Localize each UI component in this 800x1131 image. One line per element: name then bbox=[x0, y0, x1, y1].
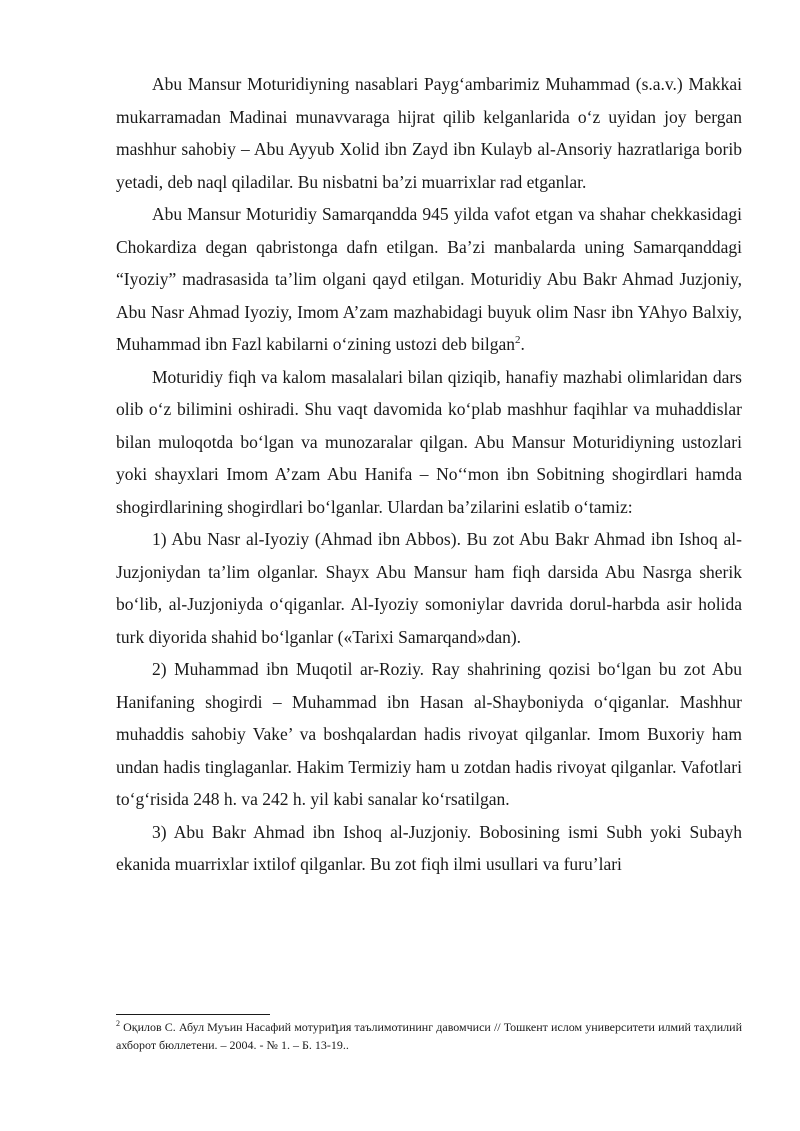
footnote-text: Оқилов С. Абул Муъин Насафий мотуриդия таълимотининг давомчиси // Тошкент ислом университети илмий таҳлилий ахборот бюллетени. – 2004. - № 1. – Б. 13-19.. bbox=[116, 1020, 742, 1052]
paragraph-2-tail: . bbox=[520, 334, 525, 354]
document-body bbox=[116, 68, 742, 881]
footnote-reference[interactable]: 2 bbox=[515, 334, 521, 347]
paragraph-1: Abu Mansur Moturidiyning nasablari Payg‘ambarimiz Muhammad (s.a.v.) Makkai mukarramadan Madinai munavvaraga hijrat qilib kelganlarida o‘z uyidan joy bergan mashhur sahobiy – Abu Ayyub Xolid ibn Zayd ibn Kulayb al-Ansoriy hazratlariga borib yetadi, deb naql qiladilar. Bu nisbatni ba’zi muarrixlar rad etganlar. bbox=[116, 74, 742, 192]
list-item-3: 3) Abu Bakr Ahmad ibn Ishoq al-Juzjoniy. Bobosining ismi Subh yoki Subayh ekanida muarrixlar ixtilof qilganlar. Bu zot fiqh ilmi usullari va furu’lari bbox=[116, 821, 742, 874]
footnote-divider bbox=[116, 1014, 270, 1015]
footnote-number: 2 bbox=[116, 1019, 120, 1028]
paragraph-2 bbox=[116, 198, 742, 361]
paragraph-3: Moturidiy fiqh va kalom masalalari bilan qiziqib, hanafiy mazhabi olimlaridan dars olib o‘z bilimini oshiradi. Shu vaqt davomida ko‘plab mashhur faqihlar va muhaddislar bilan muloqotda bo‘lgan va munozaralar qilgan. Abu Mansur Moturidiyning ustozlari yoki shayxlari Imom A’zam Abu Hanifa – No‘‘mon ibn Sobitning shogirdlari hamda shogirdlarining shogirdlari bo‘lganlar. Ulardan ba’zilarini eslatib o‘tamiz: bbox=[116, 366, 742, 517]
footnote bbox=[116, 1019, 742, 1054]
list-item-2: 2) Muhammad ibn Muqotil ar-Roziy. Ray shahrining qozisi bo‘lgan bu zot Abu Hanifaning shogirdi – Muhammad ibn Hasan al-Shayboniyda o‘qiganlar. Mashhur muhaddis sahobiy Vake’ va boshqalardan hadis rivoyat qilganlar. Imom Buxoriy ham undan hadis tinglaganlar. Hakim Termiziy ham u zotdan hadis rivoyat qilganlar. Vafotlari to‘g‘risida 248 h. va 242 h. yil kabi sanalar ko‘rsatilgan. bbox=[116, 659, 742, 809]
list-item-1: 1) Abu Nasr al-Iyoziy (Ahmad ibn Abbos). Bu zot Abu Bakr Ahmad ibn Ishoq al-Juzjoniydan ta’lim olganlar. Shayx Abu Mansur ham fiqh darsida Abu Nasrga sherik bo‘lib, al-Juzjoniyda o‘qiganlar. Al-Iyoziy somoniylar davrida dorul-harbda asir holida turk diyorida shahid bo‘lganlar («Tarixi Samarqand»dan). bbox=[116, 529, 742, 647]
paragraph-2-text: Abu Mansur Moturidiy Samarqandda 945 yilda vafot etgan va shahar chekkasidagi Chokardiza degan qabristonga dafn etilgan. Ba’zi manbalarda uning Samarqanddagi “Iyoziy” madrasasida ta’lim olgani qayd etilgan. Moturidiy Abu Bakr Ahmad Juzjoniy, Abu Nasr Ahmad Iyoziy, Imom A’zam mazhabidagi buyuk olim Nasr ibn YAhyo Balxiy, Muhammad ibn Fazl kabilarni o‘zining ustozi deb bilgan bbox=[116, 204, 742, 354]
